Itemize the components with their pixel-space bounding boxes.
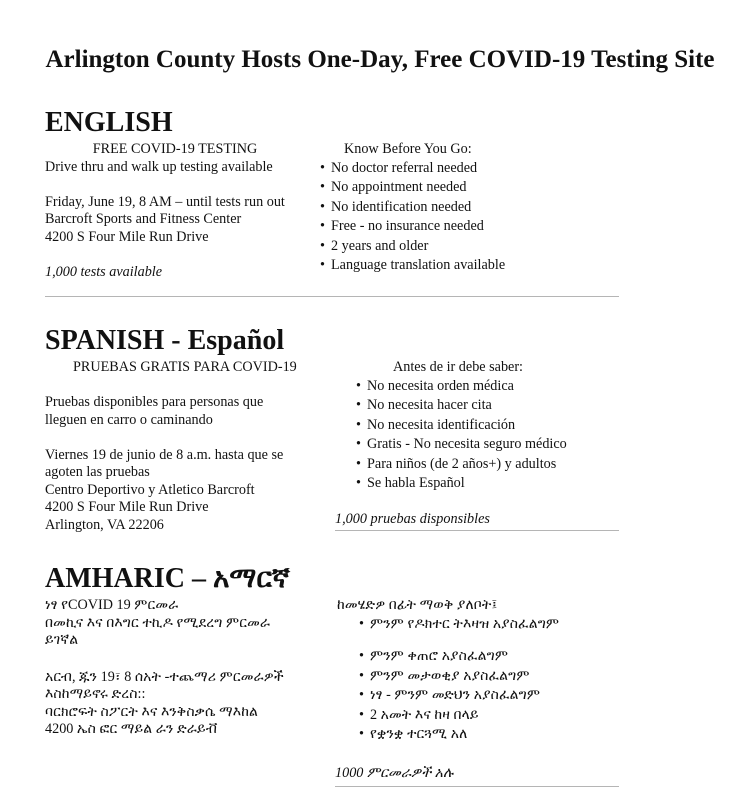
list-item: • ነፃ - ምንም መድህን አያስፈልግም [359,686,637,706]
amharic-right-column [337,597,637,745]
list-item: • 2 አመት እና ከዛ በላይ [359,706,637,726]
english-left-column [45,141,305,281]
list-item: • Free - no insurance needed [320,217,620,237]
spanish-date: agoten las pruebas [45,464,150,480]
spanish-left-heading: PRUEBAS GRATIS PARA COVID-19 [73,359,297,375]
spanish-line: Pruebas disponibles para personas que [45,394,264,410]
english-right-column [320,141,620,276]
amharic-line: በመኪና እና በእግር ተኪዶ የሚደረግ ምርመራ [45,614,271,631]
spanish-bullet-list [356,377,616,495]
list-item: • 2 years and older [320,237,620,257]
page-title: Arlington County Hosts One-Day, Free COVID-19 Testing Site [45,46,715,73]
amharic-left-column [45,597,345,739]
list-item: • No necesita identificación [356,416,616,436]
english-venue: Barcroft Sports and Fitness Center [45,211,242,227]
amharic-heading: AMHARIC – አማርኛ [45,563,290,594]
amharic-address: 4200 ኤስ ፎር ማይል ራን ድራይቭ [45,721,218,737]
english-heading: ENGLISH [45,107,173,138]
english-date: Friday, June 19, 8 AM – until tests run out [45,193,285,210]
amharic-right-heading: ከመሄድዎ በፊት ማወቅ ያለቦት፤ [337,597,498,613]
spanish-venue: Centro Deportivo y Atletico Barcroft [45,481,255,498]
list-item: • No appointment needed [320,178,620,198]
list-item: • No doctor referral needed [320,159,620,179]
amharic-tests: 1000 ምርመራዎች አሉ [335,765,454,781]
english-left-heading: FREE COVID-19 TESTING [92,141,258,157]
amharic-bullet-list [337,615,637,746]
list-item: • No identification needed [320,198,620,218]
amharic-date: አርብ, ጁን 19፣ 8 ሰአት -ተጨማሪ ምርመራዎች [45,668,284,685]
spanish-right-column [356,359,616,494]
english-line: Drive thru and walk up testing available [45,158,273,175]
spanish-date: Viernes 19 de junio de 8 a.m. hasta que se [45,446,284,463]
spanish-right-heading: Antes de ir debe saber: [393,359,524,375]
spanish-tests: 1,000 pruebas disponsibles [335,511,490,527]
list-spacer [359,634,637,647]
section-divider [45,296,619,297]
list-item: • Para niños (de 2 años+) y adultos [356,455,616,475]
section-divider [335,786,619,787]
spanish-heading: SPANISH - Español [45,325,285,356]
english-tests: 1,000 tests available [45,263,163,280]
list-item: • ምንም ቀጠሮ አያስፈልግም [359,647,637,667]
list-item: • No necesita hacer cita [356,396,616,416]
amharic-line: ይገኛል [45,632,79,648]
spanish-left-column [45,359,320,534]
amharic-line: ነፃ የCOVID 19 ምርመራ [45,597,179,613]
english-right-heading: Know Before You Go: [344,141,472,157]
list-item: • የቋንቋ ተርጓሚ አለ [359,725,637,745]
spanish-line: lleguen en carro o caminando [45,411,213,428]
list-item: • No necesita orden médica [356,377,616,397]
list-item: • Language translation available [320,256,620,276]
english-address: 4200 S Four Mile Run Drive [45,228,209,245]
section-divider [335,530,619,531]
list-item: • Gratis - No necesita seguro médico [356,435,616,455]
list-item: • ምንም መታወቂያ አያስፈልግም [359,667,637,687]
spanish-city: Arlington, VA 22206 [45,516,164,533]
list-item: • ምንም የዶክተር ትእዛዝ አያስፈልግም [359,615,637,635]
spanish-address: 4200 S Four Mile Run Drive [45,499,209,515]
english-bullet-list [320,159,620,277]
amharic-date: እስከማይኖሩ ድረስ:: [45,686,146,702]
list-item: • Se habla Español [356,474,616,494]
amharic-venue: ባርክሮፍት ስፖርት እና እንቅስቃሴ ማእከል [45,703,259,720]
